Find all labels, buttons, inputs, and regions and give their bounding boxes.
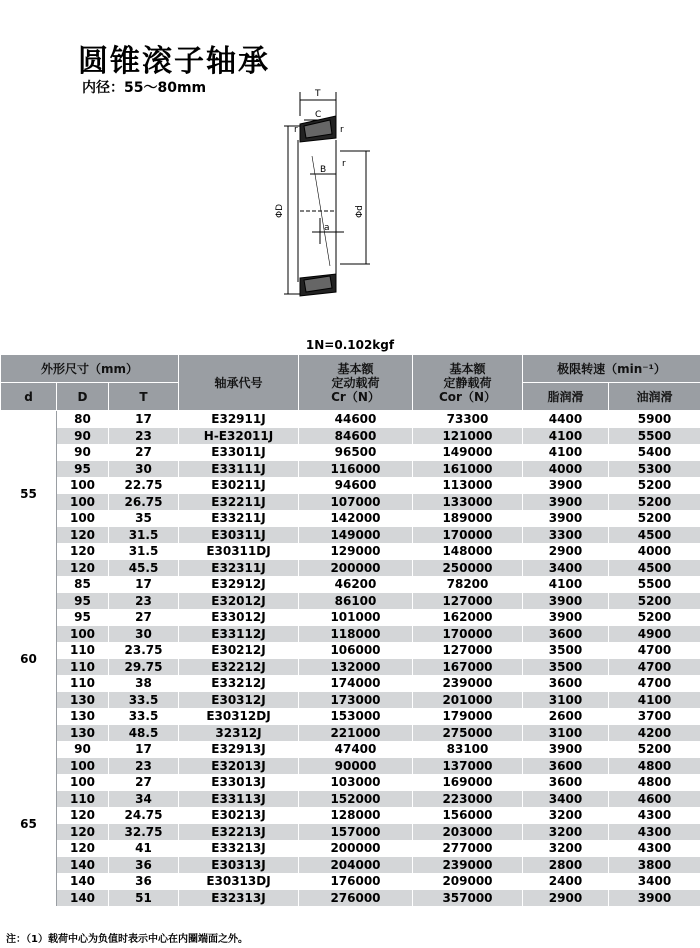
cell-width: 17 xyxy=(109,741,179,758)
cell-width: 51 xyxy=(109,890,179,907)
cell-width: 24.75 xyxy=(109,807,179,824)
cell-outer-diameter: 110 xyxy=(57,659,109,676)
cell-bearing-code: E33211J xyxy=(179,510,299,527)
cell-oil-speed: 5200 xyxy=(609,510,700,527)
cell-cor: 223000 xyxy=(413,791,523,808)
cell-oil-speed: 5900 xyxy=(609,411,700,428)
table-row xyxy=(1,774,700,791)
cell-bearing-code: E30211J xyxy=(179,477,299,494)
cell-grease-speed: 3500 xyxy=(523,659,609,676)
cell-cr: 94600 xyxy=(299,477,413,494)
cell-outer-diameter: 120 xyxy=(57,840,109,857)
cell-grease-speed: 2900 xyxy=(523,890,609,907)
cell-width: 26.75 xyxy=(109,494,179,511)
cell-grease-speed: 4100 xyxy=(523,428,609,445)
cell-cor: 83100 xyxy=(413,741,523,758)
cell-outer-diameter: 110 xyxy=(57,791,109,808)
cell-cor: 156000 xyxy=(413,807,523,824)
cell-oil-speed: 3800 xyxy=(609,857,700,874)
table-row xyxy=(1,692,700,709)
cell-outer-diameter: 130 xyxy=(57,692,109,709)
cell-cr: 103000 xyxy=(299,774,413,791)
cell-bearing-code: E30313J xyxy=(179,857,299,874)
cell-grease-speed: 3600 xyxy=(523,626,609,643)
cell-width: 27 xyxy=(109,444,179,461)
cell-oil-speed: 4700 xyxy=(609,659,700,676)
cell-outer-diameter: 140 xyxy=(57,873,109,890)
cell-cor: 357000 xyxy=(413,890,523,907)
cell-cor: 170000 xyxy=(413,626,523,643)
cell-cor: 239000 xyxy=(413,675,523,692)
cell-grease-speed: 3900 xyxy=(523,741,609,758)
cell-cr: 116000 xyxy=(299,461,413,478)
cell-outer-diameter: 120 xyxy=(57,824,109,841)
table-row xyxy=(1,576,700,593)
cell-width: 33.5 xyxy=(109,692,179,709)
table-row xyxy=(1,824,700,841)
header-limit-speed: 极限转速（min⁻¹） xyxy=(523,355,700,383)
cell-cor: 250000 xyxy=(413,560,523,577)
cell-cor: 277000 xyxy=(413,840,523,857)
cell-width: 30 xyxy=(109,461,179,478)
cell-grease-speed: 3200 xyxy=(523,840,609,857)
table-row xyxy=(1,527,700,544)
cell-oil-speed: 4800 xyxy=(609,758,700,775)
table-row xyxy=(1,659,700,676)
table-row xyxy=(1,593,700,610)
header-bearing-code: 轴承代号 xyxy=(179,355,299,411)
cell-oil-speed: 4500 xyxy=(609,560,700,577)
cell-cor: 170000 xyxy=(413,527,523,544)
label-a: a xyxy=(324,223,330,233)
header-dimensions: 外形尺寸（mm） xyxy=(1,355,179,383)
cell-cr: 90000 xyxy=(299,758,413,775)
cell-width: 36 xyxy=(109,857,179,874)
cell-width: 31.5 xyxy=(109,527,179,544)
cell-cr: 106000 xyxy=(299,642,413,659)
cell-grease-speed: 3200 xyxy=(523,824,609,841)
cell-width: 17 xyxy=(109,576,179,593)
cell-cr: 107000 xyxy=(299,494,413,511)
cell-width: 23 xyxy=(109,428,179,445)
cell-bearing-code: E32313J xyxy=(179,890,299,907)
cell-cr: 132000 xyxy=(299,659,413,676)
cell-bearing-code: E30312DJ xyxy=(179,708,299,725)
table-row xyxy=(1,675,700,692)
cell-bearing-code: E33112J xyxy=(179,626,299,643)
cell-oil-speed: 4100 xyxy=(609,692,700,709)
cell-oil-speed: 3400 xyxy=(609,873,700,890)
cell-outer-diameter: 120 xyxy=(57,560,109,577)
cell-cr: 200000 xyxy=(299,560,413,577)
cell-bearing-code: E33213J xyxy=(179,840,299,857)
cell-width: 35 xyxy=(109,510,179,527)
header-T: T xyxy=(109,383,179,411)
table-row xyxy=(1,791,700,808)
cell-outer-diameter: 100 xyxy=(57,774,109,791)
header-d: d xyxy=(1,383,57,411)
cell-outer-diameter: 100 xyxy=(57,510,109,527)
cell-cor: 161000 xyxy=(413,461,523,478)
cell-oil-speed: 5300 xyxy=(609,461,700,478)
cell-width: 17 xyxy=(109,411,179,428)
cell-bearing-code: E33212J xyxy=(179,675,299,692)
cell-bearing-code: E30213J xyxy=(179,807,299,824)
cell-grease-speed: 3900 xyxy=(523,477,609,494)
cell-bearing-code: E33012J xyxy=(179,609,299,626)
cell-width: 23 xyxy=(109,593,179,610)
table-row xyxy=(1,609,700,626)
cell-cor: 121000 xyxy=(413,428,523,445)
cell-width: 23 xyxy=(109,758,179,775)
cell-bearing-code: E32211J xyxy=(179,494,299,511)
label-r-right: r xyxy=(340,125,344,135)
table-row xyxy=(1,890,700,907)
cell-cr: 44600 xyxy=(299,411,413,428)
cell-cr: 200000 xyxy=(299,840,413,857)
table-row xyxy=(1,857,700,874)
header-static-load: 基本额 定静载荷 Cor（N） xyxy=(413,355,523,411)
cell-grease-speed: 3600 xyxy=(523,774,609,791)
cell-inner-diameter: 65 xyxy=(1,741,57,906)
cell-bearing-code: E32311J xyxy=(179,560,299,577)
cell-oil-speed: 4700 xyxy=(609,675,700,692)
cell-bearing-code: H-E32011J xyxy=(179,428,299,445)
cell-cr: 152000 xyxy=(299,791,413,808)
cell-outer-diameter: 100 xyxy=(57,758,109,775)
cell-bearing-code: E33011J xyxy=(179,444,299,461)
cell-width: 41 xyxy=(109,840,179,857)
label-outer-diameter: ΦD xyxy=(275,203,285,218)
page-title: 圆锥滚子轴承 xyxy=(78,44,270,79)
cell-cr: 204000 xyxy=(299,857,413,874)
bearing-diagram xyxy=(270,86,380,301)
cell-grease-speed: 3900 xyxy=(523,609,609,626)
cell-oil-speed: 4300 xyxy=(609,807,700,824)
cell-outer-diameter: 140 xyxy=(57,890,109,907)
cell-width: 36 xyxy=(109,873,179,890)
cell-grease-speed: 3500 xyxy=(523,642,609,659)
cell-oil-speed: 3700 xyxy=(609,708,700,725)
table-row xyxy=(1,560,700,577)
cell-oil-speed: 5200 xyxy=(609,741,700,758)
cell-bearing-code: E33013J xyxy=(179,774,299,791)
cell-oil-speed: 4200 xyxy=(609,725,700,742)
cell-grease-speed: 3100 xyxy=(523,692,609,709)
cell-width: 38 xyxy=(109,675,179,692)
cell-oil-speed: 4300 xyxy=(609,840,700,857)
cell-cor: 127000 xyxy=(413,593,523,610)
cell-oil-speed: 4900 xyxy=(609,626,700,643)
cell-cor: 113000 xyxy=(413,477,523,494)
bearing-spec-table xyxy=(0,354,700,906)
cell-width: 30 xyxy=(109,626,179,643)
cell-outer-diameter: 95 xyxy=(57,461,109,478)
label-B: B xyxy=(320,165,327,175)
label-r-top: r xyxy=(294,125,298,135)
cell-cr: 276000 xyxy=(299,890,413,907)
cell-cor: 179000 xyxy=(413,708,523,725)
cell-cor: 203000 xyxy=(413,824,523,841)
cell-oil-speed: 5200 xyxy=(609,609,700,626)
cell-cor: 133000 xyxy=(413,494,523,511)
cell-bearing-code: E30311DJ xyxy=(179,543,299,560)
cell-width: 33.5 xyxy=(109,708,179,725)
cell-cor: 201000 xyxy=(413,692,523,709)
label-C: C xyxy=(315,110,322,120)
cell-outer-diameter: 140 xyxy=(57,857,109,874)
cell-bearing-code: E30311J xyxy=(179,527,299,544)
cell-cor: 167000 xyxy=(413,659,523,676)
cell-width: 32.75 xyxy=(109,824,179,841)
cell-cr: 142000 xyxy=(299,510,413,527)
table-body xyxy=(1,411,700,907)
cell-grease-speed: 3900 xyxy=(523,510,609,527)
cell-oil-speed: 4300 xyxy=(609,824,700,841)
header-D: D xyxy=(57,383,109,411)
cell-grease-speed: 3300 xyxy=(523,527,609,544)
cell-width: 27 xyxy=(109,774,179,791)
cell-outer-diameter: 95 xyxy=(57,609,109,626)
cell-cor: 78200 xyxy=(413,576,523,593)
cell-bearing-code: E32012J xyxy=(179,593,299,610)
cell-cr: 149000 xyxy=(299,527,413,544)
cell-cr: 118000 xyxy=(299,626,413,643)
cell-cor: 169000 xyxy=(413,774,523,791)
header-grease: 脂润滑 xyxy=(523,383,609,411)
cell-outer-diameter: 120 xyxy=(57,543,109,560)
cell-bearing-code: 32312J xyxy=(179,725,299,742)
cell-outer-diameter: 100 xyxy=(57,626,109,643)
cell-cr: 47400 xyxy=(299,741,413,758)
table-row xyxy=(1,477,700,494)
cell-width: 31.5 xyxy=(109,543,179,560)
cell-outer-diameter: 90 xyxy=(57,444,109,461)
table-row xyxy=(1,758,700,775)
cell-bearing-code: E32913J xyxy=(179,741,299,758)
cell-bearing-code: E32013J xyxy=(179,758,299,775)
cell-cor: 73300 xyxy=(413,411,523,428)
cell-grease-speed: 3600 xyxy=(523,675,609,692)
footnote: 注：（1）载荷中心为负值时表示中心在内圈端面之外。 xyxy=(6,934,248,945)
cell-outer-diameter: 120 xyxy=(57,527,109,544)
cell-grease-speed: 4100 xyxy=(523,576,609,593)
cell-grease-speed: 3400 xyxy=(523,791,609,808)
table-row xyxy=(1,725,700,742)
cell-outer-diameter: 130 xyxy=(57,725,109,742)
cell-outer-diameter: 85 xyxy=(57,576,109,593)
table-row xyxy=(1,494,700,511)
cell-bearing-code: E32213J xyxy=(179,824,299,841)
cell-cr: 101000 xyxy=(299,609,413,626)
cell-outer-diameter: 90 xyxy=(57,428,109,445)
cell-oil-speed: 5200 xyxy=(609,477,700,494)
table-row xyxy=(1,461,700,478)
cell-bearing-code: E32212J xyxy=(179,659,299,676)
page-subtitle: 内径：55～80mm xyxy=(82,80,207,96)
cell-cor: 275000 xyxy=(413,725,523,742)
cell-grease-speed: 2400 xyxy=(523,873,609,890)
cell-bearing-code: E30312J xyxy=(179,692,299,709)
cell-outer-diameter: 120 xyxy=(57,807,109,824)
cell-width: 22.75 xyxy=(109,477,179,494)
cell-width: 29.75 xyxy=(109,659,179,676)
cell-cor: 149000 xyxy=(413,444,523,461)
header-oil: 油润滑 xyxy=(609,383,700,411)
cell-width: 27 xyxy=(109,609,179,626)
cell-cor: 209000 xyxy=(413,873,523,890)
cell-grease-speed: 4400 xyxy=(523,411,609,428)
cell-grease-speed: 2800 xyxy=(523,857,609,874)
cell-width: 48.5 xyxy=(109,725,179,742)
table-row xyxy=(1,807,700,824)
label-T: T xyxy=(315,89,321,99)
cell-bearing-code: E32912J xyxy=(179,576,299,593)
cell-cr: 96500 xyxy=(299,444,413,461)
cell-grease-speed: 3900 xyxy=(523,593,609,610)
cell-oil-speed: 4000 xyxy=(609,543,700,560)
cell-bearing-code: E33111J xyxy=(179,461,299,478)
cell-grease-speed: 3100 xyxy=(523,725,609,742)
cell-width: 23.75 xyxy=(109,642,179,659)
table-row xyxy=(1,543,700,560)
cell-inner-diameter: 60 xyxy=(1,576,57,741)
cell-cr: 176000 xyxy=(299,873,413,890)
cell-oil-speed: 4800 xyxy=(609,774,700,791)
cell-cr: 46200 xyxy=(299,576,413,593)
cell-cor: 239000 xyxy=(413,857,523,874)
table-row xyxy=(1,510,700,527)
header-dynamic-load: 基本额 定动载荷 Cr（N） xyxy=(299,355,413,411)
cell-oil-speed: 4500 xyxy=(609,527,700,544)
cell-cr: 153000 xyxy=(299,708,413,725)
cell-cr: 157000 xyxy=(299,824,413,841)
cell-outer-diameter: 110 xyxy=(57,675,109,692)
cell-grease-speed: 2600 xyxy=(523,708,609,725)
table-row xyxy=(1,741,700,758)
cell-inner-diameter: 55 xyxy=(1,411,57,577)
cell-cr: 173000 xyxy=(299,692,413,709)
cell-outer-diameter: 95 xyxy=(57,593,109,610)
cell-outer-diameter: 100 xyxy=(57,494,109,511)
cell-cr: 221000 xyxy=(299,725,413,742)
cell-cor: 162000 xyxy=(413,609,523,626)
table-row xyxy=(1,411,700,428)
cell-cor: 189000 xyxy=(413,510,523,527)
cell-oil-speed: 4600 xyxy=(609,791,700,808)
cell-width: 45.5 xyxy=(109,560,179,577)
label-inner-diameter: Φd xyxy=(355,205,365,218)
cell-outer-diameter: 130 xyxy=(57,708,109,725)
unit-note: 1N=0.102kgf xyxy=(305,338,395,352)
table-row xyxy=(1,444,700,461)
table-row xyxy=(1,626,700,643)
cell-grease-speed: 3400 xyxy=(523,560,609,577)
cell-grease-speed: 3900 xyxy=(523,494,609,511)
cell-outer-diameter: 100 xyxy=(57,477,109,494)
cell-bearing-code: E30313DJ xyxy=(179,873,299,890)
table-row xyxy=(1,708,700,725)
cell-cor: 137000 xyxy=(413,758,523,775)
cell-bearing-code: E33113J xyxy=(179,791,299,808)
cell-oil-speed: 4700 xyxy=(609,642,700,659)
cell-cor: 148000 xyxy=(413,543,523,560)
cell-oil-speed: 3900 xyxy=(609,890,700,907)
table-row xyxy=(1,642,700,659)
cell-cor: 127000 xyxy=(413,642,523,659)
cell-oil-speed: 5500 xyxy=(609,428,700,445)
label-r-lower: r xyxy=(342,159,346,169)
cell-grease-speed: 4000 xyxy=(523,461,609,478)
table-row xyxy=(1,873,700,890)
cell-cr: 129000 xyxy=(299,543,413,560)
cell-grease-speed: 3200 xyxy=(523,807,609,824)
cell-oil-speed: 5400 xyxy=(609,444,700,461)
cell-outer-diameter: 110 xyxy=(57,642,109,659)
cell-grease-speed: 3600 xyxy=(523,758,609,775)
cell-oil-speed: 5500 xyxy=(609,576,700,593)
cell-cr: 84600 xyxy=(299,428,413,445)
cell-oil-speed: 5200 xyxy=(609,593,700,610)
table-row xyxy=(1,428,700,445)
table-row xyxy=(1,840,700,857)
cell-outer-diameter: 90 xyxy=(57,741,109,758)
cell-bearing-code: E30212J xyxy=(179,642,299,659)
cell-cr: 174000 xyxy=(299,675,413,692)
cell-cr: 128000 xyxy=(299,807,413,824)
cell-bearing-code: E32911J xyxy=(179,411,299,428)
cell-width: 34 xyxy=(109,791,179,808)
cell-grease-speed: 4100 xyxy=(523,444,609,461)
cell-grease-speed: 2900 xyxy=(523,543,609,560)
cell-outer-diameter: 80 xyxy=(57,411,109,428)
cell-cr: 86100 xyxy=(299,593,413,610)
cell-oil-speed: 5200 xyxy=(609,494,700,511)
